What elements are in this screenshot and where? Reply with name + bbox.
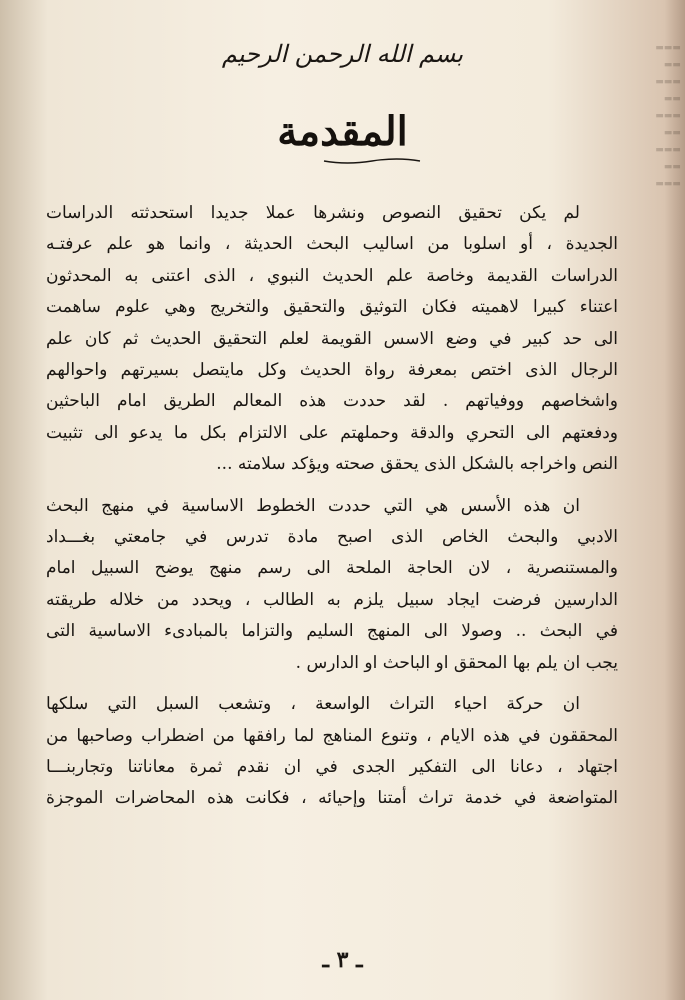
- heading-flourish-ornament: [322, 157, 422, 165]
- chapter-heading-text: المقدمة: [277, 108, 408, 155]
- text-line: ودفعتهم الى التحري والدقة وحملهتم على الالتزام بكل ما يدعو الى تثبيت: [46, 422, 618, 443]
- text-line: الدراسات القديمة وخاصة علم الحديث النبوي ، الذى اعتنى به المحدثون: [46, 265, 618, 286]
- paragraph-3: [46, 689, 618, 815]
- text-line: الرجال الذى اختص بمعرفة رواة الحديث وكل مايتصل بسيرتهم واحوالهم: [46, 360, 618, 381]
- text-line: واشخاصهم ووفياتهم . لقد حددت هذه المعالم الطريق امام الباحثين: [46, 391, 618, 412]
- page-number: ـ ٣ ـ: [322, 947, 363, 973]
- body-text: [46, 198, 618, 821]
- text-line: والمستنصرية ، لان الحاجة الملحة الى رسم منهج يوضح السبيل امام: [46, 558, 618, 579]
- text-line: الادبي والبحث الخاص الذى اصبح مادة تدرس في جامعتي بغـــداد: [46, 527, 618, 548]
- text-line: لم يكن تحقيق النصوص ونشرها عملا جديدا استحدثته الدراسات: [46, 203, 580, 223]
- basmala-header: [0, 40, 685, 68]
- text-line: في البحث .. وصولا الى المنهج السليم والتزاما بالمبادىء الاساسية التى: [46, 621, 618, 642]
- text-line: اعتناء كبيرا لاهميته فكان التوثيق والتحقيق والتخريج وهي علوم ساهمت: [46, 297, 618, 318]
- text-line: الى حد كبير في وضع الاسس القويمة لعلم التحقيق الحديث ثم كان علم: [46, 328, 618, 349]
- show-through-texture: ▬▬▬ ▬▬ ▬▬▬ ▬▬ ▬▬▬ ▬▬ ▬▬▬ ▬▬ ▬▬▬: [655, 43, 681, 189]
- text-line: ان هذه الأسس هي التي حددت الخطوط الاساسية في منهج البحث: [46, 495, 580, 516]
- text-line: ان حركة احياء التراث الواسعة ، وتشعب السبل التي سلكها: [46, 694, 580, 715]
- text-line: المتواضعة في خدمة تراث أمتنا وإحيائه ، فكانت هذه المحاضرات الموجزة: [46, 788, 618, 809]
- text-line: الجديدة ، أو اسلوبا من اساليب البحث الحديثة ، وانما هو علم عرفتـه: [46, 234, 618, 255]
- chapter-heading: [263, 108, 422, 159]
- text-line: اجتهاد ، دعانا الى التفكير الجدى في ان نقدم ثمرة معاناتنا وتجاربنـــا: [46, 756, 618, 777]
- chapter-heading-block: [0, 108, 685, 159]
- paragraph-1: [46, 198, 618, 481]
- paragraph-2: [46, 491, 618, 679]
- text-line: يجب ان يلم بها المحقق او الباحث او الدارس .: [295, 652, 618, 673]
- basmala-calligraphy: بسم الله الرحمن الرحيم: [221, 40, 464, 68]
- text-line: المحققون في هذه الايام ، وتنوع المناهج لما رافقها من اضطراب وصاحبها من: [46, 725, 618, 746]
- text-line: الدارسين فرضت ايجاد سبيل يلزم به الطالب ، ويحدد من خلاله طريقته: [46, 589, 618, 610]
- text-line: النص واخراجه بالشكل الذى يحقق صحته ويؤكد سلامته ...: [216, 454, 618, 475]
